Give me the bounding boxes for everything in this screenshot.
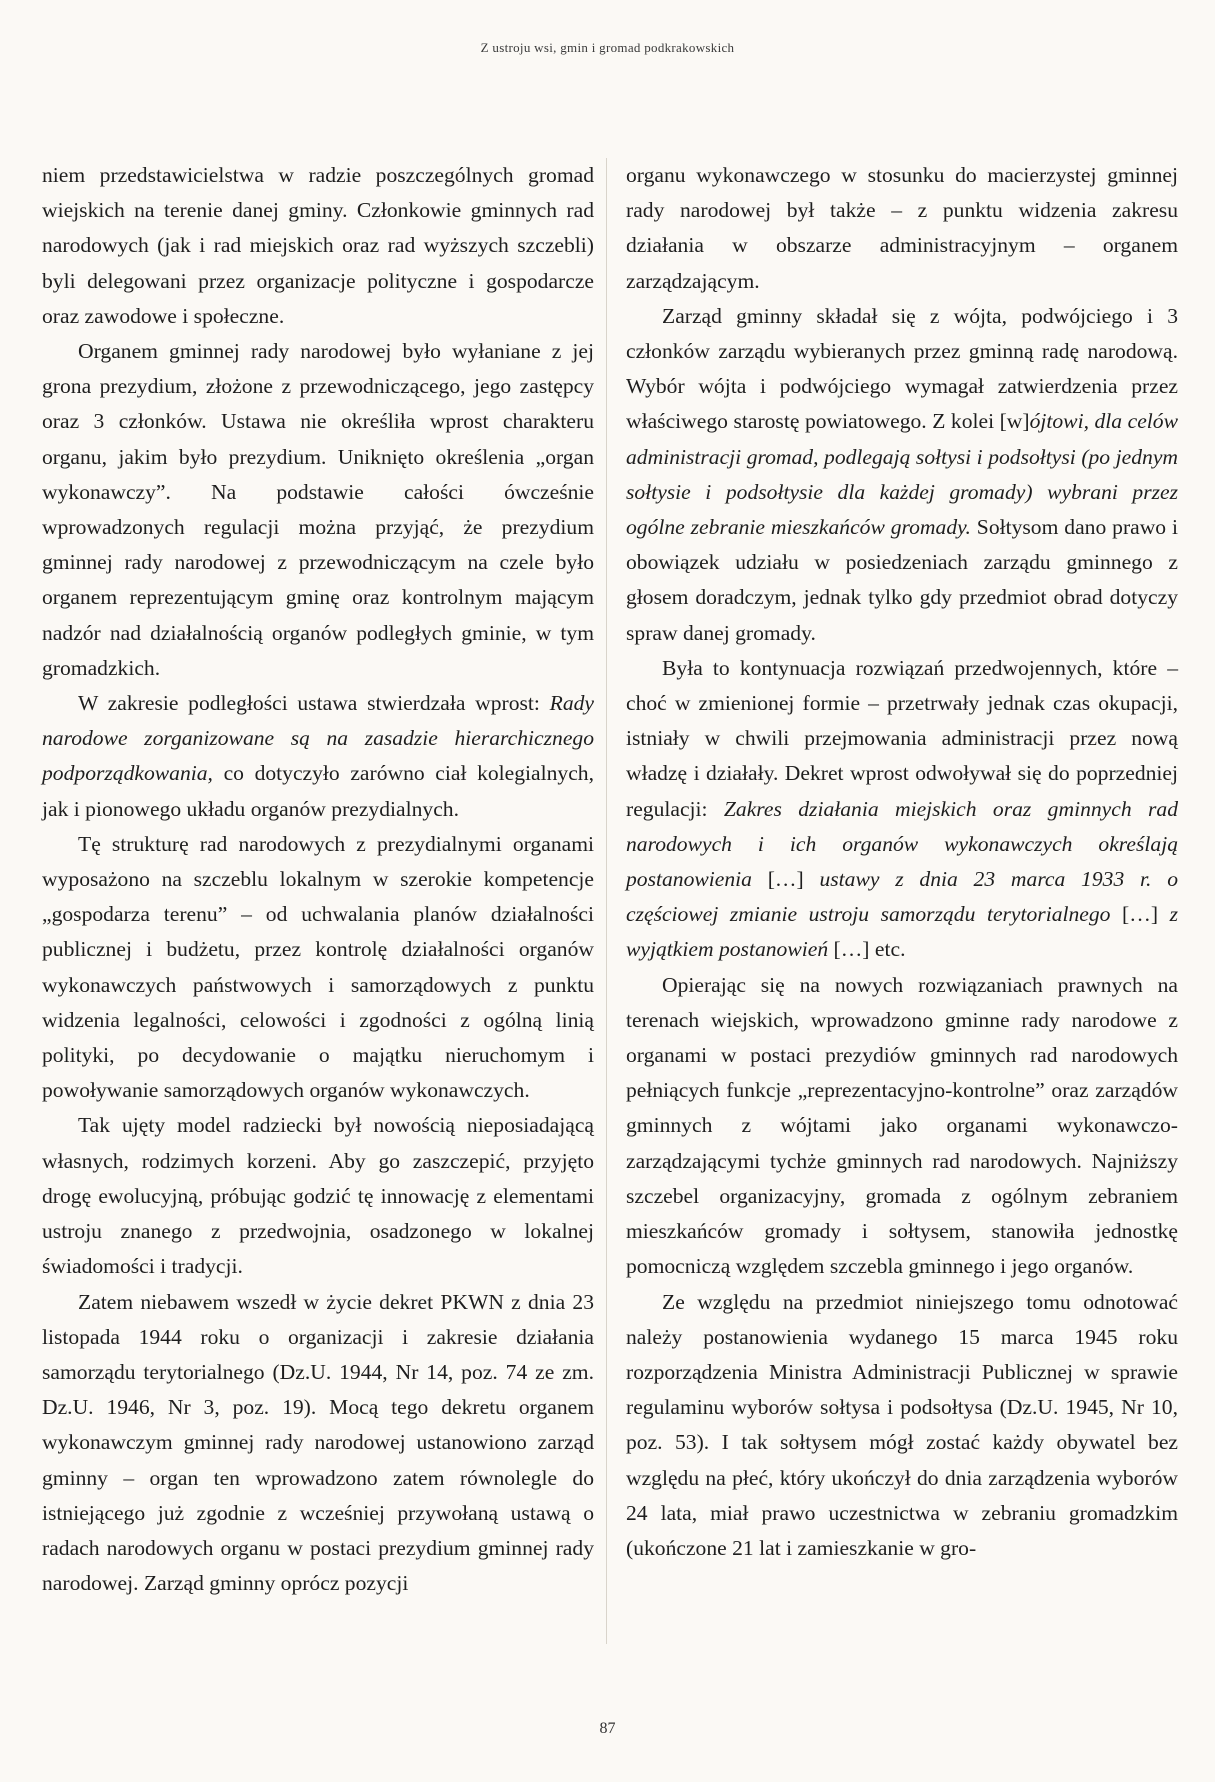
- paragraph: Tak ujęty model radziecki był nowością nieposiadającą własnych, rodzimych korzeni. Aby go zaszczepić, przyjęto drogę ewolucyjną, próbując godzić tę innowację z elementami ustroju znanego z przedwojnia, osadzonego w lokalnej świadomości i tradycji.: [42, 1113, 594, 1279]
- text-run: […]: [751, 867, 820, 892]
- italic-quote: ustawy z dnia 23 marca 1933 r. o częściowej zmianie ustroju samorządu terytorialnego: [626, 867, 1178, 927]
- text-run: Sołtysom dano prawo i obowiązek udziału w posiedzeniach zarządu gminnego z głosem doradczym, jednak tylko gdy przedmiot obrad dotyczy spraw danej gromady.: [626, 515, 1178, 645]
- paragraph: niem przedstawicielstwa w radzie poszczególnych gromad wiejskich na terenie danej gminy. Członkowie gminnych rad narodowych (jak i rad miejskich oraz rad wyższych szczebli) byli delegowani przez organizacje polityczne i gospodarcze oraz zawodowe i społeczne.: [42, 163, 594, 328]
- paragraph: Opierając się na nowych rozwiązaniach prawnych na terenach wiejskich, wprowadzono gminne rady narodowe z organami w postaci prezydiów gminnych rad narodowych pełniących funkcje „reprezentacyjno-kontrolne” oraz zarządów gminnych z wójtami jako organami wykonawczo-zarządzającymi tychże gminnych rad narodowych. Najniższy szczebel organizacyjny, gromada z ogólnym zebraniem mieszkańców gromady i sołtysem, stanowiła jednostkę pomocniczą względem szczebla gminnego i jego organów.: [626, 972, 1178, 1279]
- text-run: […]: [1110, 902, 1170, 927]
- text-run: Zarząd gminny składał się z wójta, podwójciego i 3 członków zarządu wybieranych przez gminną radę narodową. Wybór wójta i podwójciego wymagał zatwierdzenia przez właściwego starostę powiatowego. Z kolei [w]: [626, 303, 1178, 434]
- text-run: Była to kontynuacja rozwiązań przedwojennych, które – choć w zmienionej formie – przetrwały jednak czas okupacji, istniały w chwili przejmowania administracji przez nową władzę i działały. Dekret wprost odwoływał się do poprzedniej regulacji:: [626, 655, 1178, 821]
- italic-quote: z wyjątkiem postanowień: [626, 902, 1178, 962]
- text-column-right: [626, 158, 1178, 1566]
- column-divider: [606, 158, 607, 1644]
- italic-quote: Zakres działania miejskich oraz gminnych rad narodowych i ich organów wykonawczych określają postanowienia: [626, 796, 1178, 892]
- paragraph: [626, 651, 1178, 968]
- text-run: W zakresie podległości ustawa stwierdzała wprost:: [78, 691, 550, 716]
- paragraph: organu wykonawczego w stosunku do macierzystej gminnej rady narodowej był także – z punktu widzenia zakresu działania w obszarze administracyjnym – organem zarządzającym.: [626, 163, 1178, 293]
- paragraph: Organem gminnej rady narodowej było wyłaniane z jej grona prezydium, złożone z przewodniczącego, jego zastępcy oraz 3 członków. Ustawa nie określiła wprost charakteru organu, jakim było prezydium. Uniknięto określenia „organ wykonawczy”. Na podstawie całości ówcześnie wprowadzonych regulacji można przyjąć, że prezydium gminnej rady narodowej z przewodniczącym na czele było organem reprezentującym gminę oraz kontrolnym mającym nadzór nad działalnością organów podległych gminie, w tym gromadzkich.: [42, 339, 594, 680]
- text-column-left: [42, 158, 594, 1601]
- paragraph: Zatem niebawem wszedł w życie dekret PKWN z dnia 23 listopada 1944 roku o organizacji i zakresie działania samorządu terytorialnego (Dz.U. 1944, Nr 14, poz. 74 ze zm. Dz.U. 1946, Nr 3, poz. 19). Mocą tego dekretu organem wykonawczym gminnej rady narodowej ustanowiono zarząd gminny – organ ten wprowadzono zatem równolegle do istniejącego już zgodnie z wcześniej przywołaną ustawą o radach narodowych organu w postaci prezydium gminnej rady narodowej. Zarząd gminny oprócz pozycji: [42, 1289, 594, 1596]
- paragraph: Ze względu na przedmiot niniejszego tomu odnotować należy postanowienia wydanego 15 marca 1945 roku rozporządzenia Ministra Administracji Publicznej w sprawie regulaminu wyborów sołtysa i podsołtysa (Dz.U. 1945, Nr 10, poz. 53). I tak sołtysem mógł zostać każdy obywatel bez względu na płeć, który ukończył do dnia zarządzenia wyborów 24 lata, miał prawo uczestnictwa w zebraniu gromadzkim (ukończone 21 lat i zamieszkanie w gro-: [626, 1289, 1178, 1560]
- italic-quote: ójtowi, dla celów administracji gromad, podlegają sołtysi i podsołtysi (po jednym sołtysie i podsołtysie dla każdej gromady) wybrani przez ogólne zebranie mieszkańców gromady.: [626, 409, 1178, 540]
- text-run: co dotyczyło zarówno ciał kolegialnych, jak i pionowego układu organów prezydialnych.: [42, 761, 594, 821]
- page-number: 87: [599, 1720, 616, 1737]
- paragraph: [42, 686, 594, 827]
- italic-quote: Rady narodowe zorganizowane są na zasadzie hierarchicznego podporządkowania,: [42, 691, 594, 786]
- paragraph: [626, 299, 1178, 651]
- running-head: Z ustroju wsi, gmin i gromad podkrakowskich: [480, 40, 735, 55]
- paragraph: Tę strukturę rad narodowych z prezydialnymi organami wyposażono na szczeblu lokalnym w szerokie kompetencje „gospodarza terenu” – od uchwalania planów działalności publicznej i budżetu, przez kontrolę działalności organów wykonawczych państwowych i samorządowych z punktu widzenia legalności, celowości i zgodności z ogólną linią polityki, po decydowanie o majątku nieruchomym i powoływanie samorządowych organów wykonawczych.: [42, 831, 594, 1103]
- text-run: […] etc.: [828, 937, 906, 962]
